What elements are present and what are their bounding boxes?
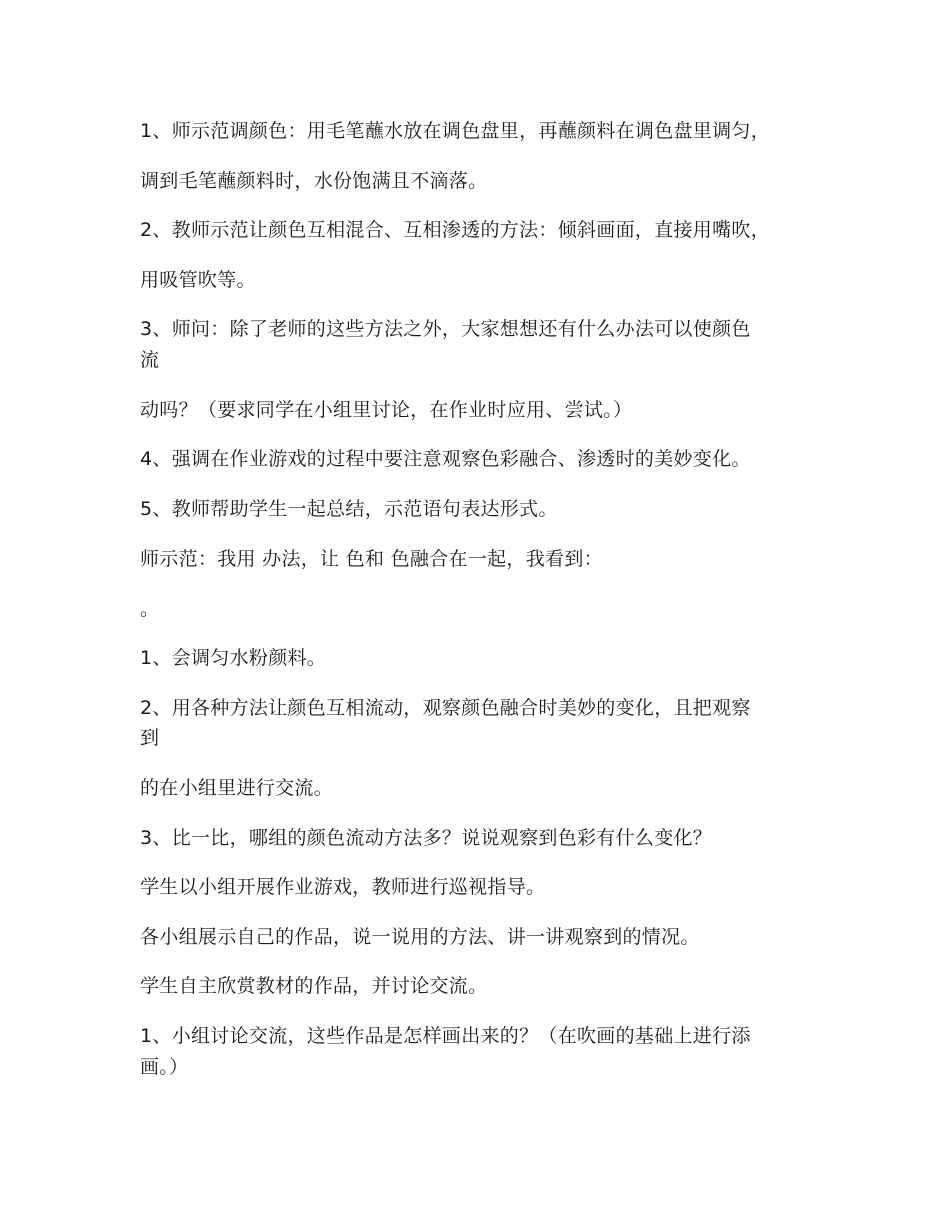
text-line: 动吗？（要求同学在小组里讨论，在作业时应用、尝试。） <box>140 399 633 421</box>
text-line: 流 <box>140 349 160 371</box>
text-line: 。 <box>140 598 160 620</box>
text-line: 画。） <box>140 1056 189 1078</box>
text-line: 的在小组里进行交流。 <box>140 777 334 799</box>
text-line: 4、强调在作业游戏的过程中要注意观察色彩融合、渗透时的美妙变化。 <box>140 448 751 470</box>
text-line: 用吸管吹等。 <box>140 269 256 291</box>
text-line: 3、师问：除了老师的这些方法之外，大家想想还有什么办法可以使颜色 <box>140 318 751 340</box>
text-line: 到 <box>140 727 160 749</box>
text-line: 学生自主欣赏教材的作品，并讨论交流。 <box>140 975 488 997</box>
text-line: 3、比一比，哪组的颜色流动方法多？说说观察到色彩有什么变化？ <box>140 827 713 849</box>
text-line: 师示范：我用 办法，让 色和 色融合在一起，我看到： <box>140 548 603 570</box>
text-line: 学生以小组开展作业游戏，教师进行巡视指导。 <box>140 876 546 898</box>
text-line: 1、师示范调颜色：用毛笔蘸水放在调色盘里，再蘸颜料在调色盘里调匀， <box>140 120 770 142</box>
text-line: 各小组展示自己的作品，说一说用的方法、讲一讲观察到的情况。 <box>140 926 700 948</box>
text-line: 1、小组讨论交流，这些作品是怎样画出来的？（在吹画的基础上进行添 <box>140 1025 751 1047</box>
text-line: 1、会调匀水粉颜料。 <box>140 647 327 669</box>
text-line: 调到毛笔蘸颜料时，水份饱满且不滴落。 <box>140 170 488 192</box>
text-line: 2、教师示范让颜色互相混合、互相渗透的方法：倾斜画面，直接用嘴吹， <box>140 219 770 241</box>
text-line: 2、用各种方法让颜色互相流动，观察颜色融合时美妙的变化，且把观察 <box>140 697 751 719</box>
text-line: 5、教师帮助学生一起总结，示范语句表达形式。 <box>140 498 558 520</box>
